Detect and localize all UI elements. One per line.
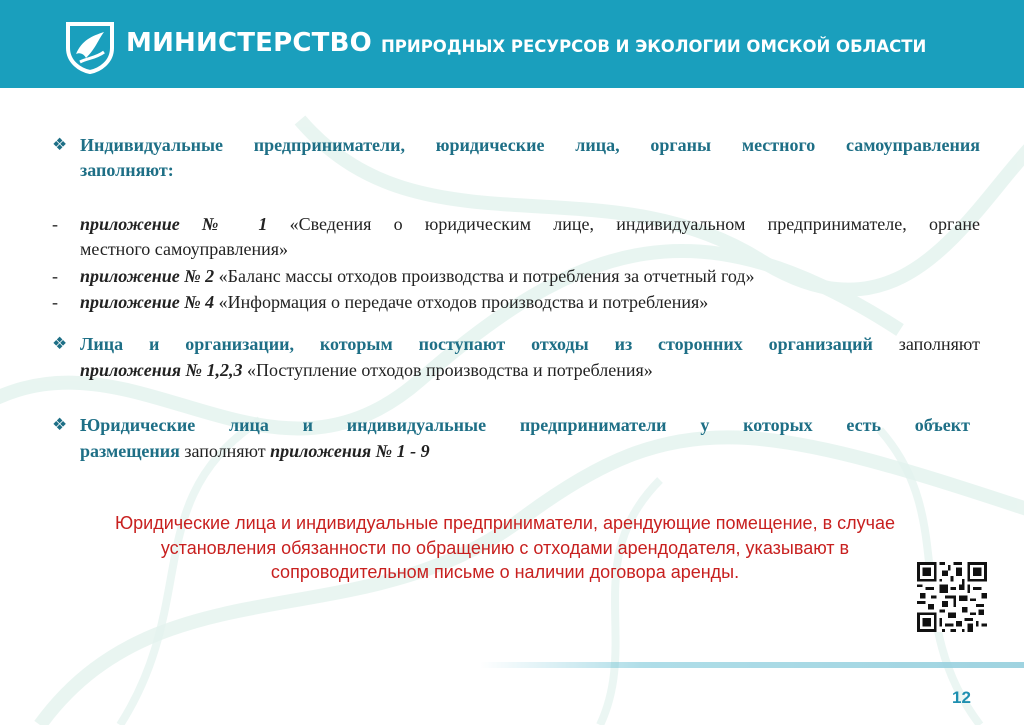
appendix-label: приложение № 4 <box>80 292 215 312</box>
appendix-text: «Баланс массы отходов производства и потребления за отчетный год» <box>214 266 755 286</box>
section3-heading-line2: размещения <box>80 441 180 461</box>
appendix-text: «Информация о передаче отходов производства и потребления» <box>214 292 709 312</box>
page-number: 12 <box>952 688 971 707</box>
appendix-label: приложение № 1 <box>80 214 268 234</box>
section1-heading-line1: Индивидуальные предприниматели, юридические лица, органы местного самоуправления <box>80 135 980 155</box>
appendix-label: приложения № 1 - 9 <box>270 441 430 461</box>
section3-verb: заполняют <box>179 441 271 461</box>
list-dash: - <box>52 292 58 312</box>
list-dash: - <box>52 214 58 234</box>
ministry-subtitle: ПРИРОДНЫХ РЕСУРСОВ И ЭКОЛОГИИ ОМСКОЙ ОБЛАСТИ <box>381 37 927 56</box>
appendix-text: «Сведения о юридическим лице, индивидуальном предпринимателе, органе <box>267 214 980 234</box>
list-item-appendix-4 <box>80 290 980 315</box>
section1-heading-line2: заполняют: <box>80 160 174 180</box>
appendix-label: приложение № 2 <box>80 266 215 286</box>
bullet-icon: ❖ <box>52 334 68 354</box>
qr-code-icon[interactable] <box>917 562 987 632</box>
list-item-appendix-2 <box>80 264 980 289</box>
rental-note <box>60 511 950 585</box>
bullet-icon: ❖ <box>52 135 68 155</box>
list-item-appendix-1 <box>80 212 980 237</box>
rental-note-line2: установления обязанности по обращению с отходами арендодателя, указывают в <box>160 537 850 558</box>
list-item-appendix-1-cont: местного самоуправления» <box>80 239 289 259</box>
appendix-text: «Поступление отходов производства и потребления» <box>242 360 653 380</box>
section2-heading <box>80 332 980 357</box>
rental-note-line1: Юридические лица и индивидуальные предприниматели, арендующие помещение, в случае <box>114 513 896 533</box>
section3-heading-line1: Юридические лица и индивидуальные предприниматели у которых есть объект <box>80 415 970 435</box>
ministry-title: МИНИСТЕРСТВО <box>126 28 372 58</box>
list-dash: - <box>52 266 58 286</box>
bullet-icon: ❖ <box>52 415 68 435</box>
rental-note-line3: сопроводительном письме о наличии договора аренды. <box>270 562 740 582</box>
section3-body <box>80 439 970 464</box>
section2-verb: заполняют <box>872 334 980 354</box>
section2-heading-text: Лица и организации, которым поступают отходы из сторонних организаций <box>80 334 873 354</box>
bottom-divider <box>480 662 1024 668</box>
section2-body <box>80 358 980 383</box>
appendix-label: приложения № 1,2,3 <box>80 360 243 380</box>
